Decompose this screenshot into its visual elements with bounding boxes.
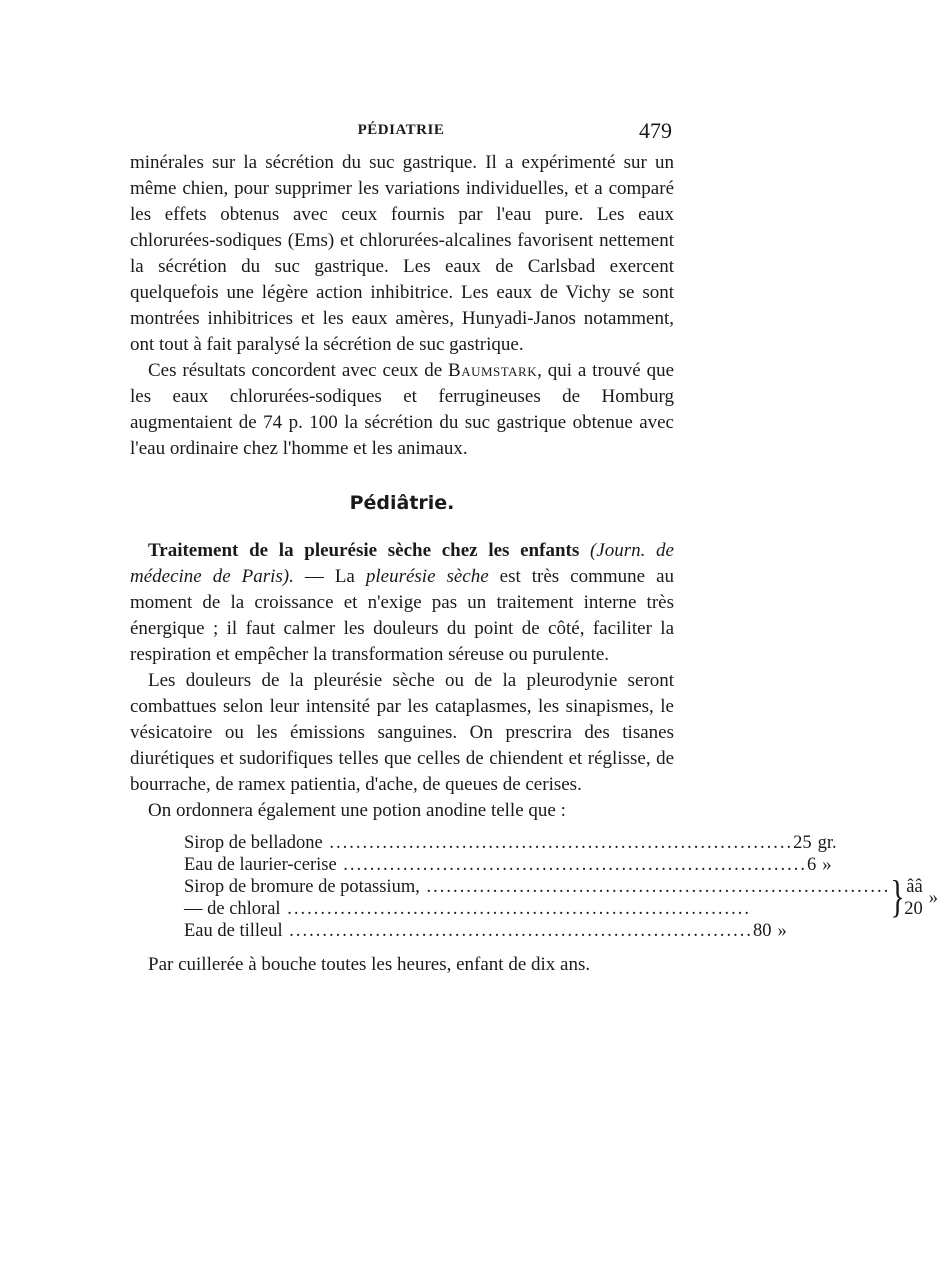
formula-item: — de chloral ..... [184,898,890,920]
formula-row [184,898,890,920]
section-title: Pédiâtrie. [349,492,455,514]
formula-unit: » [777,921,787,941]
formula-brace: } [890,872,905,922]
formula-group-unit: » [928,888,938,908]
paragraph-5: On ordonnera également une potion anodine telle que : [148,800,566,821]
formula-item: Sirop de belladone ..... [184,832,793,854]
article-dash: — La [293,566,366,587]
formula-item: Sirop de bromure de potassium, ..... [184,876,890,898]
formula-item: Eau de laurier-cerise ..... [184,854,807,876]
author-name: Baumstark [448,360,538,381]
body-text [130,150,938,978]
formula-unit: gr. [817,833,837,853]
running-title: PÉDIATRIE [357,122,445,138]
article-text: est très commune au moment de la croissance et n'exige pas un traitement interne très énergique ; il faut calmer les douleurs du point de côté, faciliter la respiration et empêcher la transformation séreuse ou purulente. [130,566,674,665]
prescription-formula [184,832,938,942]
running-head [130,118,672,148]
formula-row [184,920,787,942]
formula-row [184,832,837,854]
article-term: pleurésie sèche [365,566,489,587]
paragraph-2-start: Ces résultats concordent avec ceux de [148,360,449,381]
formula-row [184,854,832,876]
paragraph-2-end: , qui a trouvé que les eaux chlorurées-sodiques et ferrugineuses de Homburg augmentaient de 74 p. 100 la sécrétion du suc gastrique obtenue avec l'eau ordinaire chez l'homme et les animaux. [130,360,674,459]
paragraph-4: Les douleurs de la pleurésie sèche ou de la pleurodynie seront combattues selon leur intensité par les cataplasmes, les sinapismes, le vésicatoire ou les émissions sanguines. On prescrira des tisanes diurétiques et sudorifiques telles que celles de chiendent et réglisse, de bourrache, de ramex patientia, d'ache, de queues de cerises. [130,670,674,795]
formula-group [184,872,938,922]
formula-item: Eau de tilleul ..... [184,920,753,942]
article-title: Traitement de la pleurésie sèche chez les enfants [148,540,580,561]
paragraph-2 [130,358,674,462]
formula-group-qty: ââ 20 [904,877,923,919]
article-paragraph [130,538,674,668]
formula-qty: 80 [753,921,772,941]
formula-group-lines [184,876,890,920]
paragraph-6: Par cuillerée à bouche toutes les heures, enfant de dix ans. [148,954,591,975]
paragraph-1: minérales sur la sécrétion du suc gastrique. Il a expérimenté sur un même chien, pour supprimer les variations individuelles, et a comparé les effets obtenus avec ceux fournis par l'eau pure. Les eaux chlorurées-sodiques (Ems) et chlorurées-alcalines favorisent nettement la sécrétion du suc gastrique. Les eaux de Carlsbad exercent quelquefois une légère action inhibitrice. Les eaux de Vichy se sont montrées inhibitrices et les eaux amères, Hunyadi-Janos notamment, ont tout à fait paralysé la sécrétion de suc gastrique. [130,152,674,355]
formula-unit: » [822,855,832,875]
formula-qty: 25 [793,833,812,853]
page-number: 479 [639,118,672,143]
formula-row [184,876,890,898]
formula-qty: 6 [807,855,817,875]
article-source: (Journ. de médecine de Paris). [130,540,674,587]
